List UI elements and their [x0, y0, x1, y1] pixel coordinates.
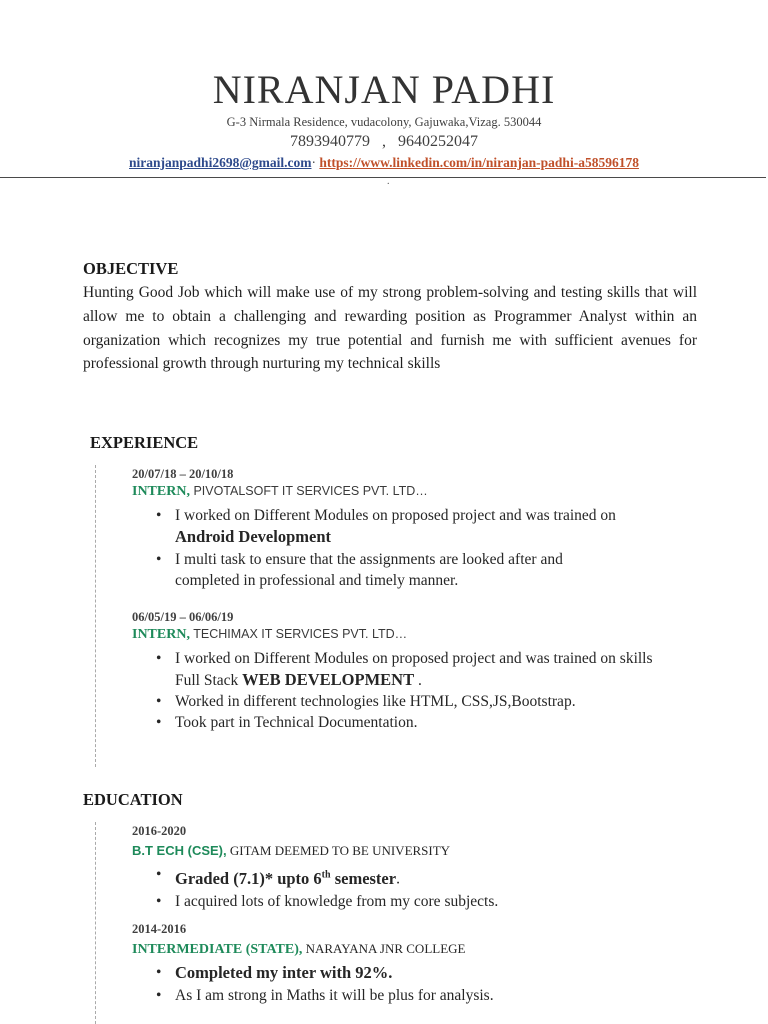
list-item: [153, 691, 653, 712]
education-years: 2014-2016: [132, 922, 187, 936]
job-bullets: [153, 505, 653, 591]
bullet-strong: WEB DEVELOPMENT: [242, 670, 415, 689]
job-company: PIVOTALSOFT IT SERVICES PVT. LTD…: [189, 484, 428, 498]
header-divider: [0, 177, 766, 178]
bullet-text: I worked on Different Modules on proposed project and was trained on skills Full Stack: [175, 650, 653, 689]
education-title: INTERMEDIATE (STATE),: [132, 942, 303, 957]
experience-heading: EXPERIENCE: [90, 433, 199, 452]
education-bullets: [153, 864, 653, 912]
contact-links: [0, 155, 768, 171]
resume-name: NIRANJAN PADHI: [212, 67, 556, 112]
list-item: [153, 712, 653, 733]
bullet-text: Worked in different technologies like HTML, CSS,JS,Bootstrap.: [175, 693, 576, 710]
address: G-3 Nirmala Residence, vudacolony, Gajuwaka,Vizag. 530044: [226, 115, 542, 129]
list-item: [153, 985, 653, 1006]
job-bullets: [153, 648, 653, 733]
job-title: INTERN,: [132, 627, 190, 642]
education-title: B.T ECH (CSE),: [132, 843, 227, 858]
bullet-strong: Completed my inter with 92%.: [175, 963, 393, 982]
education-role: [132, 842, 692, 860]
bullet-strong: Android Development: [175, 527, 331, 546]
divider-dot: .: [387, 176, 390, 187]
job-company: TECHIMAX IT SERVICES PVT. LTD…: [189, 627, 408, 641]
objective-heading: OBJECTIVE: [83, 259, 179, 278]
list-item: [153, 891, 653, 912]
education-role: [132, 940, 692, 958]
job-title: INTERN,: [132, 484, 190, 499]
bullet-text: I worked on Different Modules on proposed project and was trained on: [175, 507, 616, 524]
phone-numbers: 7893940779 , 9640252047: [290, 133, 478, 150]
list-item: [153, 505, 653, 548]
job-dates: 06/05/19 – 06/06/19: [132, 610, 234, 624]
education-school: NARAYANA JNR COLLEGE: [302, 941, 466, 956]
bullet-text: As I am strong in Maths it will be plus for analysis.: [175, 987, 494, 1004]
job-role: [132, 484, 692, 500]
job-entry: [132, 467, 692, 591]
list-item: • Graded (7.1)* upto 6th semester.: [153, 864, 653, 890]
education-years: 2016-2020: [132, 824, 187, 838]
bullet-strong: Graded (7.1)* upto 6th semester: [175, 868, 397, 888]
linkedin-link[interactable]: https://www.linkedin.com/in/niranjan-padhi-a58596178: [319, 155, 639, 170]
job-entry: [132, 610, 692, 733]
education-heading: EDUCATION: [83, 790, 183, 809]
job-dates: 20/07/18 – 20/10/18: [132, 467, 234, 481]
experience-timeline-line: [95, 465, 96, 767]
bullet-text: I acquired lots of knowledge from my core subjects.: [175, 892, 499, 910]
education-entry: [132, 824, 692, 912]
list-item: [153, 549, 625, 591]
list-item: [153, 962, 653, 984]
education-timeline-line: [95, 822, 96, 1024]
separator: ·: [311, 155, 316, 170]
objective-text: Hunting Good Job which will make use of my strong problem-solving and testing skills that will allow me to obtain a challenging and rewarding position as Programmer Analyst within an organization which recognizes my true potential and furnish me with sufficient avenues for professional growth through nurturing my technical skills: [83, 284, 697, 373]
bullet-text: I multi task to ensure that the assignments are looked after and completed in professional and timely manner.: [175, 551, 563, 589]
list-item: [153, 648, 653, 691]
job-role: [132, 627, 692, 643]
bullet-tail: .: [414, 672, 422, 689]
bullet-text: Took part in Technical Documentation.: [175, 714, 418, 731]
email-link[interactable]: niranjanpadhi2698@gmail.com: [129, 155, 312, 170]
education-entry: [132, 922, 692, 1006]
education-bullets: [153, 962, 653, 1006]
education-school: GITAM DEEMED TO BE UNIVERSITY: [226, 843, 451, 858]
